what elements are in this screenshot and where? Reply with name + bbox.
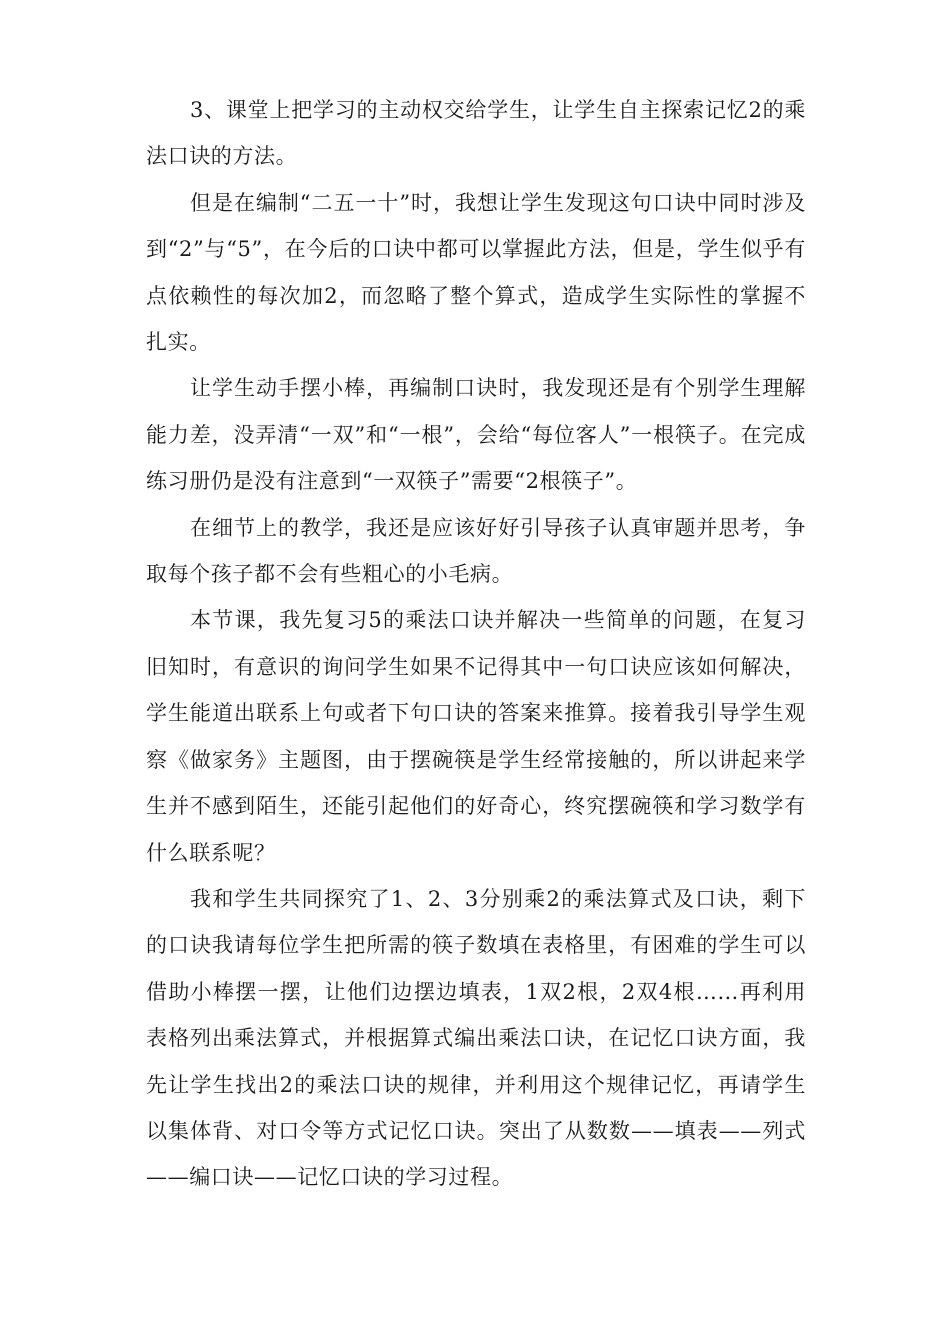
paragraph-6: 我和学生共同探究了1、2、3分别乘2的乘法算式及口诀，剩下的口诀我请每位学生把所需的筷子数填在表格里，有困难的学生可以借助小棒摆一摆，让他们边摆边填表，1双2根，2双4根……再利用表格列出乘法算式，并根据算式编出乘法口诀，在记忆口诀方面，我先让学生找出2的乘法口诀的规律，并利用这个规律记忆，再请学生以集体背、对口令等方式记忆口诀。突出了从数数——填表——列式——编口诀——记忆口诀的学习过程。 — [146, 886, 806, 1190]
paragraph-5: 本节课，我先复习5的乘法口诀并解决一些简单的问题，在复习旧知时，有意识的询问学生如果不记得其中一句口诀应该如何解决，学生能道出联系上句或者下句口诀的答案来推算。接着我引导学生观察《做家务》主题图，由于摆碗筷是学生经常接触的，所以讲起来学生并不感到陌生，还能引起他们的好奇心，终究摆碗筷和学习数学有什么联系呢？ — [146, 608, 806, 865]
paragraph-4: 在细节上的教学，我还是应该好好引导孩子认真审题并思考，争取每个孩子都不会有些粗心的小毛病。 — [146, 515, 806, 587]
paragraph-2: 但是在编制“二五一十”时，我想让学生发现这句口诀中同时涉及到“2”与“5”，在今后的口诀中都可以掌握此方法，但是，学生似乎有点依赖性的每次加2，而忽略了整个算式，造成学生实际性的掌握不扎实。 — [146, 190, 806, 355]
document-body — [146, 87, 806, 1201]
paragraph-1: 3、课堂上把学习的主动权交给学生，让学生自主探索记忆2的乘法口诀的方法。 — [146, 98, 806, 169]
paragraph-3: 让学生动手摆小棒，再编制口诀时，我发现还是有个别学生理解能力差，没弄清“一双”和“一根”，会给“每位客人”一根筷子。在完成练习册仍是没有注意到“一双筷子”需要“2根筷子”。 — [146, 376, 806, 494]
